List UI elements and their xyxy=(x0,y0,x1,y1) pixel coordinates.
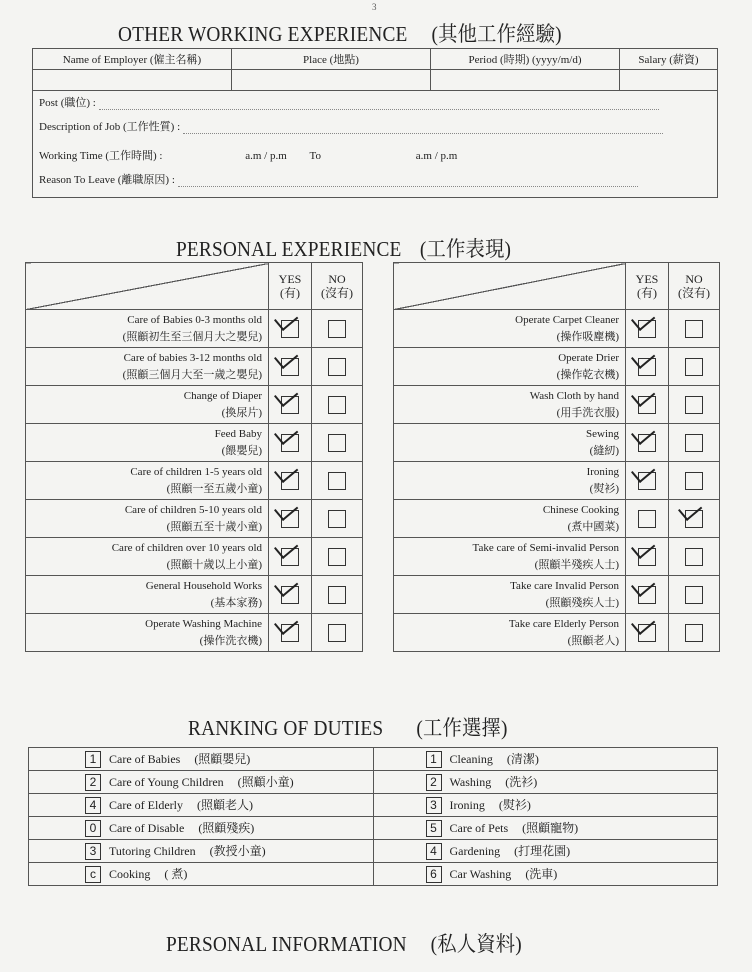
ranking-cell xyxy=(373,748,718,771)
experience-task-cell xyxy=(394,614,626,652)
duty-label-en: Care of Disable xyxy=(109,820,185,835)
no-cell xyxy=(669,348,720,386)
no-cell xyxy=(312,614,363,652)
no-cell xyxy=(312,576,363,614)
yes-checkbox[interactable] xyxy=(281,320,299,338)
task-label-cn: (操作吸塵機) xyxy=(556,330,619,343)
no-cell xyxy=(312,500,363,538)
duty-label-en: Car Washing xyxy=(449,866,512,881)
experience-task-cell xyxy=(26,614,269,652)
yes-cell xyxy=(269,310,312,348)
duty-label-en: Tutoring Children xyxy=(109,843,196,858)
no-checkbox[interactable] xyxy=(328,548,346,566)
task-label-en: Feed Baby xyxy=(214,427,262,440)
task-label-en: Operate Carpet Cleaner xyxy=(515,313,619,326)
no-cell xyxy=(669,310,720,348)
duty-label-en: Washing xyxy=(449,774,492,789)
no-checkbox[interactable] xyxy=(328,624,346,642)
yes-checkbox[interactable] xyxy=(638,586,656,604)
no-checkbox[interactable] xyxy=(328,510,346,528)
no-label-cn: (沒有) xyxy=(678,286,710,300)
experience-task-cell xyxy=(394,424,626,462)
yes-label: YES xyxy=(278,272,302,286)
duty-label-cn: (清潔) xyxy=(506,751,539,766)
no-header xyxy=(312,263,363,310)
task-label-en: Take care Elderly Person xyxy=(508,617,619,630)
task-label-en: Chinese Cooking xyxy=(542,503,619,516)
no-checkbox[interactable] xyxy=(685,548,703,566)
yes-checkbox[interactable] xyxy=(638,548,656,566)
yes-header xyxy=(269,263,312,310)
rank-number[interactable]: 6 xyxy=(426,866,442,883)
no-checkbox[interactable] xyxy=(328,320,346,338)
yes-cell xyxy=(626,386,669,424)
task-label-en: Operate Washing Machine xyxy=(145,617,262,630)
ranking-cell xyxy=(29,794,374,817)
yes-cell xyxy=(269,576,312,614)
task-label-cn: (基本家務) xyxy=(210,596,262,609)
yes-checkbox[interactable] xyxy=(638,358,656,376)
no-cell xyxy=(669,500,720,538)
employer-header: Name of Employer (僱主名稱) xyxy=(33,49,232,70)
ranking-title-en: RANKING OF DUTIES xyxy=(188,716,384,740)
no-cell xyxy=(669,614,720,652)
yes-cell xyxy=(626,310,669,348)
no-checkbox[interactable] xyxy=(685,624,703,642)
personal-info-title-cn: (私人資料) xyxy=(430,932,522,956)
experience-task-cell xyxy=(26,386,269,424)
ranking-table xyxy=(28,747,718,886)
ranking-row xyxy=(29,748,718,771)
experience-row xyxy=(26,462,363,500)
salary-header: Salary (薪資) xyxy=(620,49,718,70)
rank-number[interactable]: 4 xyxy=(426,843,442,860)
task-label-en: Care of Babies 0-3 months old xyxy=(127,313,262,326)
task-label-en: Care of children 5-10 years old xyxy=(124,503,262,516)
experience-row xyxy=(26,500,363,538)
task-label-en: Take care Invalid Person xyxy=(510,579,619,592)
no-checkbox[interactable] xyxy=(328,358,346,376)
task-label-en: General Household Works xyxy=(145,579,262,592)
experience-row xyxy=(394,462,720,500)
ranking-row xyxy=(29,840,718,863)
yes-cell xyxy=(269,348,312,386)
yes-cell xyxy=(626,614,669,652)
reason-label: Reason To Leave (離職原因) : xyxy=(39,174,175,186)
rank-number[interactable]: 3 xyxy=(426,797,442,814)
yes-checkbox[interactable] xyxy=(281,396,299,414)
yes-checkbox[interactable] xyxy=(281,358,299,376)
experience-row xyxy=(26,424,363,462)
yes-cell xyxy=(269,614,312,652)
task-label-cn: (操作乾衣機) xyxy=(556,368,619,381)
rank-number[interactable]: 0 xyxy=(85,820,101,837)
no-checkbox[interactable] xyxy=(328,434,346,452)
ranking-row xyxy=(29,794,718,817)
experience-task-cell xyxy=(26,424,269,462)
yes-checkbox[interactable] xyxy=(638,510,656,528)
duty-label-en: Care of Pets xyxy=(449,820,509,835)
job-details-cell xyxy=(33,91,718,198)
experience-task-cell xyxy=(26,500,269,538)
duty-label-cn: (照顧嬰兒) xyxy=(194,751,251,766)
header-diagonal-cell xyxy=(26,263,269,310)
experience-row xyxy=(26,576,363,614)
yes-checkbox[interactable] xyxy=(638,434,656,452)
no-label: NO xyxy=(328,272,346,286)
no-checkbox[interactable] xyxy=(685,434,703,452)
experience-table-left xyxy=(25,262,363,652)
yes-checkbox[interactable] xyxy=(281,624,299,642)
yes-checkbox[interactable] xyxy=(638,624,656,642)
ranking-title-cn: (工作選擇) xyxy=(416,716,508,740)
reason-row xyxy=(39,171,638,187)
duty-label-en: Care of Babies xyxy=(109,751,181,766)
experience-row xyxy=(394,576,720,614)
ranking-cell xyxy=(373,794,718,817)
ranking-cell xyxy=(29,771,374,794)
reason-field[interactable] xyxy=(178,176,638,187)
task-label-en: Wash Cloth by hand xyxy=(529,389,619,402)
duty-label-cn: (熨衫) xyxy=(498,797,531,812)
duty-label-en: Cooking xyxy=(109,866,151,881)
experience-row xyxy=(394,614,720,652)
yes-cell xyxy=(626,424,669,462)
duty-label-cn: (洗車) xyxy=(525,866,558,881)
duty-label-en: Ironing xyxy=(449,797,485,812)
no-checkbox[interactable] xyxy=(685,586,703,604)
ranking-row xyxy=(29,817,718,840)
employer-field[interactable] xyxy=(33,70,232,91)
no-checkbox[interactable] xyxy=(685,358,703,376)
experience-row xyxy=(26,310,363,348)
experience-row xyxy=(394,310,720,348)
description-field[interactable] xyxy=(183,123,663,134)
task-label-cn: (照顧半殘疾人士) xyxy=(534,558,619,571)
duty-label-cn: (打理花園) xyxy=(514,843,571,858)
task-label-cn: (餵嬰兒) xyxy=(221,444,262,457)
description-label: Description of Job (工作性質) : xyxy=(39,121,181,133)
yes-cell xyxy=(269,500,312,538)
duty-label-en: Cleaning xyxy=(449,751,493,766)
duty-label-en: Gardening xyxy=(449,843,501,858)
no-checkbox[interactable] xyxy=(685,320,703,338)
ranking-cell xyxy=(29,863,374,886)
am-pm-start: a.m / p.m xyxy=(245,150,287,162)
no-checkbox[interactable] xyxy=(328,586,346,604)
no-header xyxy=(669,263,720,310)
yes-checkbox[interactable] xyxy=(281,434,299,452)
yes-checkbox[interactable] xyxy=(281,510,299,528)
experience-row xyxy=(394,500,720,538)
task-label-cn: (照顧五至十歲小童) xyxy=(166,520,262,533)
place-header: Place (地點) xyxy=(232,49,431,70)
yes-label: YES xyxy=(635,272,659,286)
experience-row xyxy=(394,386,720,424)
duty-label-en: Care of Young Children xyxy=(109,774,224,789)
working-time-row xyxy=(39,147,457,163)
experience-task-cell xyxy=(394,310,626,348)
yes-checkbox[interactable] xyxy=(281,472,299,490)
task-label-cn: (縫紉) xyxy=(589,444,619,457)
rank-number[interactable]: 2 xyxy=(426,774,442,791)
task-label-cn: (照顧一至五歲小童) xyxy=(166,482,262,495)
no-checkbox[interactable] xyxy=(328,472,346,490)
task-label-en: Care of children over 10 years old xyxy=(111,541,262,554)
experience-row xyxy=(26,614,363,652)
rank-number[interactable]: 1 xyxy=(426,751,442,768)
no-cell xyxy=(312,310,363,348)
ranking-cell xyxy=(373,863,718,886)
task-label-en: Care of children 1-5 years old xyxy=(130,465,262,478)
ranking-cell xyxy=(29,817,374,840)
working-time-label: Working Time (工作時間) : xyxy=(39,150,163,162)
yes-checkbox[interactable] xyxy=(281,586,299,604)
rank-number[interactable]: c xyxy=(85,866,101,883)
task-label-cn: (照顧三個月大至一歲之嬰兒) xyxy=(122,368,262,381)
task-label-cn: (換尿片) xyxy=(221,406,262,419)
task-label-en: Sewing xyxy=(586,427,619,440)
header-diagonal-cell xyxy=(394,263,626,310)
no-cell xyxy=(312,386,363,424)
task-label-en: Operate Drier xyxy=(558,351,619,364)
task-label-cn: (熨衫) xyxy=(589,482,619,495)
no-cell xyxy=(312,538,363,576)
duty-label-cn: (洗衫) xyxy=(505,774,538,789)
ranking-cell xyxy=(29,840,374,863)
other-work-title-cn: (其他工作經驗) xyxy=(431,22,562,46)
personal-experience-title xyxy=(176,233,511,263)
task-label-en: Take care of Semi-invalid Person xyxy=(472,541,619,554)
ranking-cell xyxy=(373,771,718,794)
rank-number[interactable]: 2 xyxy=(85,774,101,791)
yes-checkbox[interactable] xyxy=(638,396,656,414)
task-label-cn: (操作洗衣機) xyxy=(199,634,262,647)
no-cell xyxy=(312,462,363,500)
task-label-en: Care of babies 3-12 months old xyxy=(123,351,262,364)
experience-task-cell xyxy=(394,500,626,538)
experience-row xyxy=(394,348,720,386)
duty-label-cn: (照顧小童) xyxy=(237,774,294,789)
personal-experience-title-en: PERSONAL EXPERIENCE xyxy=(176,237,402,261)
yes-cell xyxy=(626,500,669,538)
yes-cell xyxy=(269,538,312,576)
duty-label-cn: (照顧老人) xyxy=(196,797,253,812)
duty-label-cn: ( 煮) xyxy=(164,866,188,881)
other-work-table xyxy=(32,48,718,198)
page-number: 3 xyxy=(372,2,377,12)
no-cell xyxy=(669,576,720,614)
yes-cell xyxy=(626,348,669,386)
post-label: Post (職位) : xyxy=(39,97,96,109)
post-row xyxy=(39,94,659,110)
yes-label-cn: (有) xyxy=(637,286,657,300)
personal-experience-title-cn: (工作表現) xyxy=(419,237,512,261)
no-cell xyxy=(669,538,720,576)
experience-task-cell xyxy=(26,538,269,576)
yes-cell xyxy=(626,462,669,500)
ranking-cell xyxy=(373,840,718,863)
experience-task-cell xyxy=(26,310,269,348)
task-label-cn: (用手洗衣服) xyxy=(556,406,619,419)
period-field[interactable] xyxy=(431,70,620,91)
no-label: NO xyxy=(685,272,703,286)
no-checkbox[interactable] xyxy=(685,472,703,490)
no-checkbox[interactable] xyxy=(685,510,703,528)
task-label-cn: (照顧十歲以上小童) xyxy=(166,558,262,571)
no-checkbox[interactable] xyxy=(685,396,703,414)
task-label-cn: (照顧老人) xyxy=(567,634,619,647)
personal-info-title-en: PERSONAL INFORMATION xyxy=(166,932,407,956)
yes-cell xyxy=(626,576,669,614)
post-field[interactable] xyxy=(99,99,659,110)
other-work-title-en: OTHER WORKING EXPERIENCE xyxy=(118,22,408,46)
yes-cell xyxy=(626,538,669,576)
experience-row xyxy=(394,424,720,462)
yes-label-cn: (有) xyxy=(280,286,300,300)
duty-label-cn: (照顧殘疾) xyxy=(198,820,255,835)
salary-field[interactable] xyxy=(620,70,718,91)
yes-cell xyxy=(269,462,312,500)
task-label-cn: (照顧殘疾人士) xyxy=(545,596,619,609)
experience-row xyxy=(394,538,720,576)
personal-info-title xyxy=(166,928,522,958)
task-label-en: Change of Diaper xyxy=(183,389,262,402)
ranking-cell xyxy=(29,748,374,771)
experience-task-cell xyxy=(394,576,626,614)
to-label: To xyxy=(309,150,321,162)
no-checkbox[interactable] xyxy=(328,396,346,414)
am-pm-end: a.m / p.m xyxy=(415,150,458,162)
no-label-cn: (沒有) xyxy=(321,286,353,300)
no-cell xyxy=(669,386,720,424)
task-label-cn: (煮中國菜) xyxy=(567,520,619,533)
rank-number[interactable]: 1 xyxy=(85,751,101,768)
experience-row xyxy=(26,348,363,386)
experience-table-right xyxy=(393,262,720,652)
experience-task-cell xyxy=(394,386,626,424)
experience-task-cell xyxy=(394,348,626,386)
rank-number[interactable]: 3 xyxy=(85,843,101,860)
no-cell xyxy=(312,424,363,462)
experience-row xyxy=(26,386,363,424)
experience-task-cell xyxy=(394,538,626,576)
yes-header xyxy=(626,263,669,310)
yes-checkbox[interactable] xyxy=(281,548,299,566)
ranking-row xyxy=(29,771,718,794)
yes-checkbox[interactable] xyxy=(638,320,656,338)
period-header: Period (時期) (yyyy/m/d) xyxy=(431,49,620,70)
experience-task-cell xyxy=(26,576,269,614)
other-work-title xyxy=(118,18,562,48)
experience-task-cell xyxy=(26,462,269,500)
ranking-cell xyxy=(373,817,718,840)
ranking-title xyxy=(188,712,508,742)
ranking-row xyxy=(29,863,718,886)
no-cell xyxy=(669,462,720,500)
yes-checkbox[interactable] xyxy=(638,472,656,490)
task-label-en: Ironing xyxy=(586,465,619,478)
task-label-cn: (照顧初生至三個月大之嬰兒) xyxy=(122,330,262,343)
yes-cell xyxy=(269,424,312,462)
description-row xyxy=(39,118,663,134)
duty-label-en: Care of Elderly xyxy=(109,797,183,812)
duty-label-cn: (照顧寵物) xyxy=(522,820,579,835)
experience-task-cell xyxy=(26,348,269,386)
yes-cell xyxy=(269,386,312,424)
no-cell xyxy=(312,348,363,386)
rank-number[interactable]: 4 xyxy=(85,797,101,814)
place-field[interactable] xyxy=(232,70,431,91)
no-cell xyxy=(669,424,720,462)
rank-number[interactable]: 5 xyxy=(426,820,442,837)
duty-label-cn: (教授小童) xyxy=(209,843,266,858)
experience-task-cell xyxy=(394,462,626,500)
experience-row xyxy=(26,538,363,576)
